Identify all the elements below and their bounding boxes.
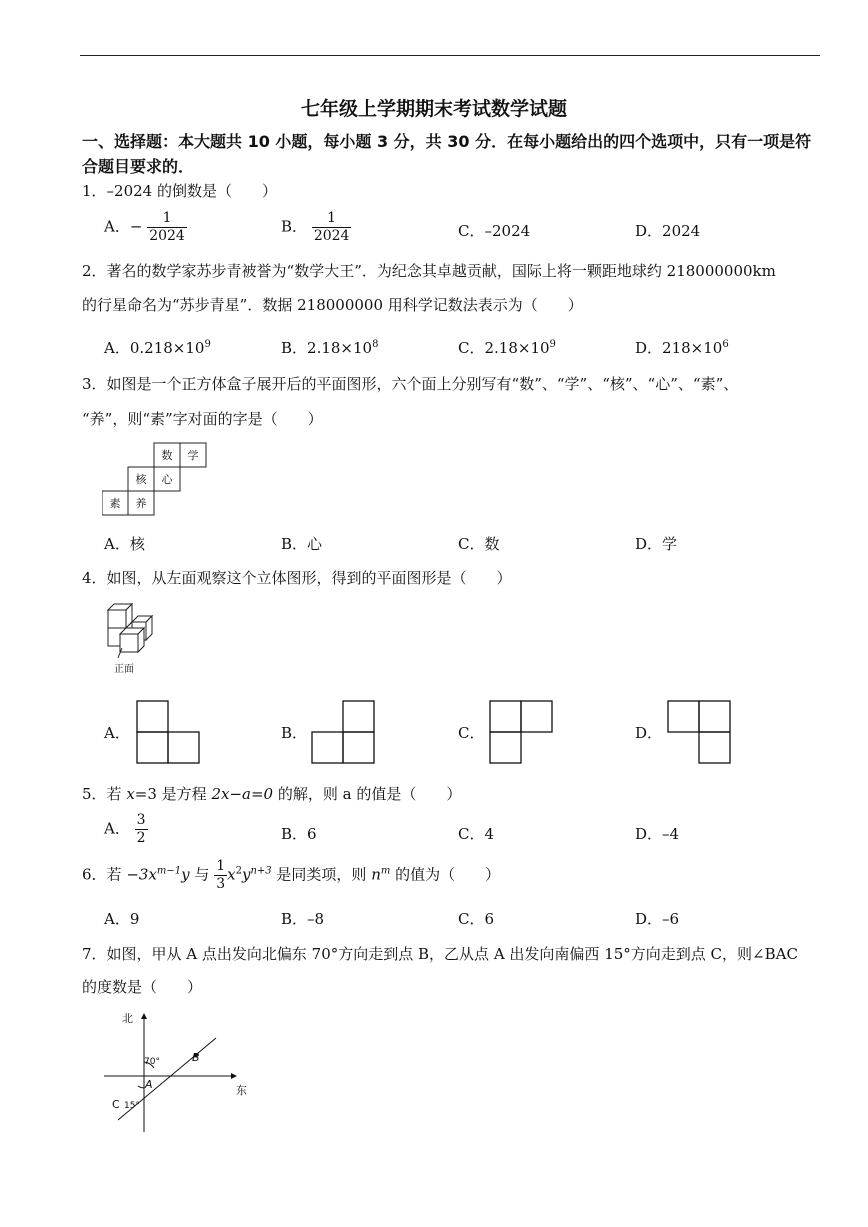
q6-option-c: C．6 (458, 910, 495, 928)
q6-term-1: −3x (126, 865, 157, 884)
q1-option-a-fraction (147, 210, 187, 245)
point-c-label: C (112, 1098, 120, 1111)
q2-option-a-label: A． (104, 339, 130, 357)
q2-option-a-base: 0.218×10 (129, 339, 205, 357)
q1-option-a-sign: − (129, 217, 143, 236)
fraction-numerator: 1 (216, 858, 226, 874)
q2-option-b-exponent: 8 (372, 339, 379, 350)
question-2-line-2: 的行星命名为“苏步青星”．数据 218000000 用科学记数法表示为（ ） (82, 296, 583, 314)
q2-option-d-base: 218×10 (662, 339, 723, 357)
q6-option-a: A．9 (104, 910, 140, 928)
q2-option-c-exponent: 9 (549, 339, 556, 350)
q5-option-a-fraction (135, 812, 148, 847)
fraction-numerator: 1 (162, 210, 172, 226)
q4-option-d-figure (667, 700, 733, 766)
q4-option-d-label: D． (635, 724, 663, 742)
q2-option-d-exponent: 6 (722, 339, 729, 350)
question-6-stem (82, 858, 500, 893)
angle-15-label: 15° (124, 1101, 140, 1111)
q5-equation: 2x−a=0 (211, 785, 274, 803)
fraction-denominator: 2 (136, 830, 146, 846)
fraction-denominator: 3 (216, 876, 226, 892)
q4-option-a-label: A． (104, 724, 130, 742)
q3-option-d: D．学 (635, 535, 678, 553)
net-cell-label: 学 (187, 449, 199, 462)
q6-base-exponent: m (380, 865, 391, 877)
net-cell-label: 数 (161, 449, 173, 462)
q6-stem-suffix: 的值为（ ） (395, 865, 501, 884)
q5-stem-equality: =3 是方程 (134, 785, 207, 803)
net-cell-label: 养 (135, 497, 147, 510)
q6-stem-middle: 是同类项，则 (276, 865, 367, 884)
q3-option-c: C．数 (458, 535, 500, 553)
question-7-line-1: 7．如图，甲从 A 点出发向北偏东 70°方向走到点 B，乙从点 A 出发向南偏西 15°方向走到点 C，则∠BAC (82, 945, 798, 963)
q1-option-b-label: B． (281, 217, 308, 236)
east-label: 东 (236, 1084, 247, 1097)
direction-diagram (100, 1008, 260, 1138)
q1-option-b-fraction (312, 210, 352, 245)
q2-option-c-label: C． (458, 339, 485, 357)
q6-term-2: x (227, 865, 236, 884)
q5-option-a-label: A． (104, 819, 130, 838)
q6-fraction (214, 858, 227, 893)
q4-option-b-figure (311, 700, 377, 766)
q6-base: n (371, 865, 381, 884)
point-a-label: A (145, 1078, 153, 1091)
net-cell-label: 核 (135, 473, 147, 486)
q6-term-1-exponent: m−1 (156, 865, 182, 877)
q2-option-a (104, 334, 211, 359)
q5-option-c: C．4 (458, 825, 495, 843)
cube-net-figure (102, 440, 212, 522)
fraction-denominator: 2024 (313, 228, 350, 244)
north-label: 北 (122, 1012, 133, 1025)
question-1-stem: 1．–2024 的倒数是（ ） (82, 182, 277, 200)
q5-option-d: D．–4 (635, 825, 680, 843)
net-cell-label: 素 (109, 497, 121, 510)
solid-figure (100, 600, 160, 680)
q5-option-a (104, 812, 148, 847)
q6-connector: 与 (194, 865, 210, 884)
fraction-numerator: 3 (136, 812, 146, 828)
front-view-label: 正面 (114, 664, 134, 675)
q2-option-b-base: 2.18×10 (307, 339, 373, 357)
q2-option-b (281, 334, 378, 359)
angle-70-label: 70° (144, 1057, 160, 1067)
q2-option-a-exponent: 9 (204, 339, 211, 350)
question-4-stem: 4．如图，从左面观察这个立体图形，得到的平面图形是（ ） (82, 569, 512, 587)
q6-term-2-y-exponent: n+3 (250, 865, 272, 877)
q2-option-b-label: B． (281, 339, 308, 357)
q6-option-b: B．–8 (281, 910, 325, 928)
page-title: 七年级上学期期末考试数学试题 (300, 98, 567, 120)
fraction-numerator: 1 (327, 210, 337, 226)
q3-option-b: B．心 (281, 535, 323, 553)
q4-option-b-label: B． (281, 724, 308, 742)
q2-option-c-base: 2.18×10 (484, 339, 550, 357)
question-2-line-1: 2．著名的数学家苏步青被誉为“数学大王”．为纪念其卓越贡献，国际上将一颗距地球约 218000000km (82, 262, 776, 280)
q2-option-d (635, 334, 729, 359)
q6-option-d: D．–6 (635, 910, 680, 928)
question-3-line-1: 3．如图是一个正方体盒子展开后的平面图形，六个面上分别写有“数”、“学”、“核”、“心”、“素”、 (82, 375, 739, 393)
q5-option-b: B．6 (281, 825, 317, 843)
question-5-stem (82, 783, 461, 805)
question-7-line-2: 的度数是（ ） (82, 978, 203, 996)
q3-option-a: A．核 (104, 535, 145, 553)
question-3-line-2: “养”，则“素”字对面的字是（ ） (82, 410, 323, 428)
section-heading: 一、选择题：本大题共 10 小题，每小题 3 分，共 30 分．在每小题给出的四个选项中，只有一项是符合题目要求的． (82, 132, 812, 176)
q5-variable: x (126, 785, 135, 803)
q5-stem-prefix: 5．若 (82, 785, 122, 803)
q1-option-a-label: A． (104, 217, 130, 236)
point-b-label: B (192, 1051, 200, 1064)
q4-option-c-label: C． (458, 724, 485, 742)
q6-stem-prefix: 6．若 (82, 865, 122, 884)
q5-stem-suffix: 的解，则 a 的值是（ ） (277, 785, 462, 803)
q2-option-c (458, 334, 556, 359)
q6-term-1-y: y (181, 865, 190, 884)
header-rule (80, 55, 820, 56)
q4-option-c-figure (489, 700, 555, 766)
q1-option-a (104, 210, 187, 245)
q4-option-a-figure (136, 700, 202, 766)
q6-term-2-y: y (241, 865, 251, 884)
q1-option-d: D．2024 (635, 222, 701, 240)
q6-term-2-exponent: 2 (235, 865, 242, 877)
net-cell-label: 心 (161, 473, 173, 486)
q1-option-b (281, 210, 351, 245)
fraction-denominator: 2024 (149, 228, 185, 244)
q1-option-c: C．–2024 (458, 222, 531, 240)
q2-option-d-label: D． (635, 339, 663, 357)
angle-15-arc (138, 1086, 144, 1088)
